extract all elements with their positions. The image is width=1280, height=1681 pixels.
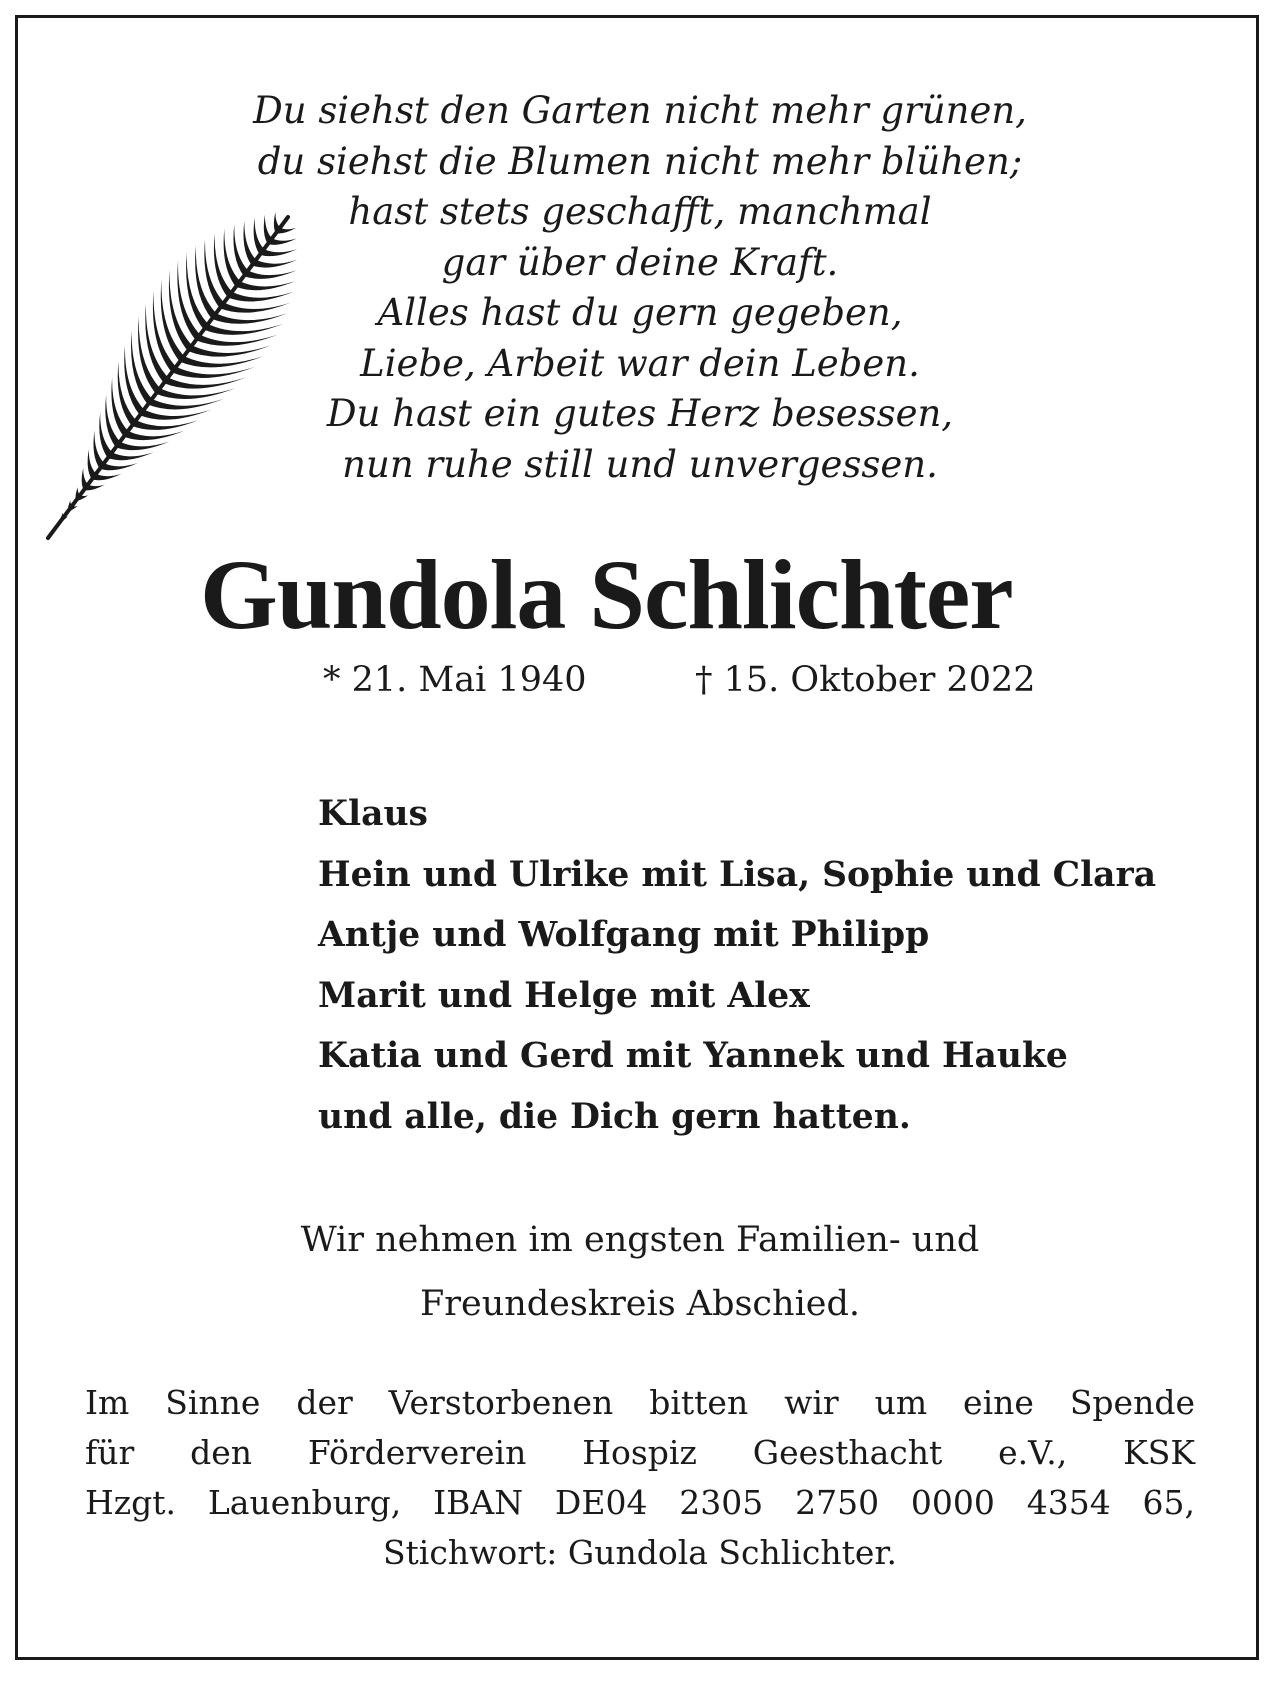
fern-leaflet xyxy=(124,431,184,440)
fern-leaflet xyxy=(196,335,278,346)
mourner-line: Klaus xyxy=(318,794,428,834)
fern-leaflet xyxy=(132,420,198,430)
donation-line: für den Förderverein Hospiz Geesthacht e.V., KSK xyxy=(85,1433,1195,1472)
fern-frond-icon xyxy=(40,205,300,545)
donation-request xyxy=(85,1378,1195,1578)
mourner-line: Antje und Wolfgang mit Philipp xyxy=(318,915,930,955)
mourners-list xyxy=(318,784,1268,1147)
memorial-poem xyxy=(160,86,1120,490)
fern-leaflet xyxy=(204,324,283,335)
poem-line: du siehst die Blumen nicht mehr blühen; xyxy=(257,139,1023,183)
fern-leaflet xyxy=(244,270,297,279)
farewell-note xyxy=(140,1208,1140,1336)
poem-line: hast stets geschafft, manchmal xyxy=(348,190,932,233)
fern-leaflet xyxy=(145,303,168,383)
birth-date: * 21. Mai 1940 xyxy=(323,660,587,700)
fern-leaflet xyxy=(116,442,169,451)
fern-leaflet xyxy=(108,452,154,460)
fern-leaflet xyxy=(188,345,272,356)
donation-line: Hzgt. Lauenburg, IBAN DE04 2305 2750 0000 4354 65, xyxy=(85,1483,1195,1522)
fern-leaflet xyxy=(164,377,246,388)
farewell-line: Wir nehmen im engsten Familien- und xyxy=(300,1220,980,1260)
fern-leaflet xyxy=(220,303,291,313)
donation-line: Stichwort: Gundola Schlichter. xyxy=(382,1533,898,1572)
poem-line: Liebe, Arbeit war dein Leben. xyxy=(360,341,920,385)
poem-line: nun ruhe still und unvergessen. xyxy=(342,442,938,486)
fern-leaflet xyxy=(180,356,264,367)
fern-leaflet xyxy=(236,281,296,290)
death-date: † 15. Oktober 2022 xyxy=(695,660,1036,700)
mourner-line: Marit und Helge mit Alex xyxy=(318,975,810,1016)
fern-leaflet xyxy=(172,367,256,378)
fern-leaflet xyxy=(156,388,236,399)
deceased-name: Gundola Schlichter xyxy=(200,539,1013,650)
fern-leaflet xyxy=(212,313,288,324)
poem-line: Du siehst den Garten nicht mehr grünen, xyxy=(253,89,1027,132)
poem-line: gar über deine Kraft. xyxy=(441,240,839,284)
poem-line: Alles hast du gern gegeben, xyxy=(377,291,903,334)
mourner-line: Katia und Gerd mit Yannek und Hauke xyxy=(318,1036,1068,1076)
poem-line: Du hast ein gutes Herz besessen, xyxy=(326,392,954,435)
farewell-line: Freundeskreis Abschied. xyxy=(419,1284,861,1324)
mourner-line: Hein und Ulrike mit Lisa, Sophie und Clara xyxy=(318,854,1157,895)
fern-leaflet xyxy=(252,260,297,268)
fern-leaflet xyxy=(228,292,294,302)
donation-line: Im Sinne der Verstorbenen bitten wir um eine Spende xyxy=(85,1383,1195,1422)
fern-leaflet xyxy=(140,410,212,420)
fern-leaflet xyxy=(148,399,224,410)
mourner-line: und alle, die Dich gern hatten. xyxy=(318,1096,911,1137)
